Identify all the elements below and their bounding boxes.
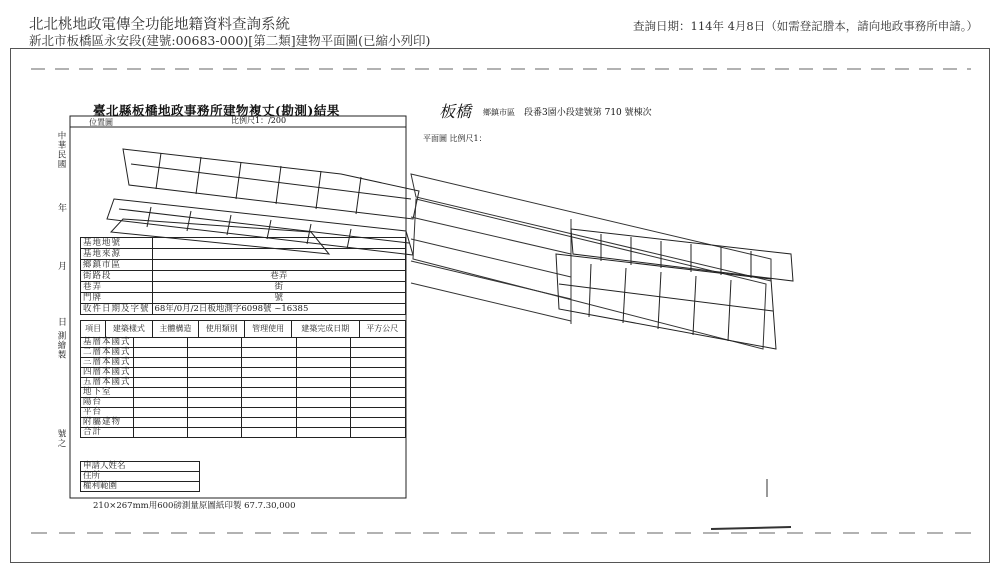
table-row [81, 472, 200, 482]
table-row [81, 358, 406, 368]
floor-column-headers [80, 320, 406, 338]
form-row [81, 293, 406, 304]
floor-area-table [80, 337, 406, 438]
form-row-label: 基地來源 [81, 249, 153, 260]
column-header: 主體構造 [152, 321, 198, 338]
floor-label: 合計 [81, 428, 134, 438]
table-row [81, 338, 406, 348]
applicant-label: 權利範圍 [81, 482, 200, 492]
district-label: 鄉鎮市區 [483, 108, 515, 117]
applicant-table [80, 461, 200, 492]
scan-marks [711, 479, 791, 529]
form-row [81, 271, 406, 282]
table-row [81, 368, 406, 378]
margin-label-roc: 中華民國 [56, 131, 66, 169]
column-header: 建築樣式 [106, 321, 152, 338]
floor-label: 平台 [81, 408, 134, 418]
query-date-note: 查詢日期：114年 4月8日（如需登記謄本，請向地政事務所申請。） [633, 19, 978, 33]
column-header: 建築完成日期 [291, 321, 359, 338]
margin-label-number: 號之 [56, 429, 66, 448]
form-row-value: 街 [152, 282, 405, 293]
margin-label-month: 月 [58, 262, 68, 272]
form-row-value: 號 [152, 293, 405, 304]
form-row-value [152, 249, 405, 260]
handwritten-place: 板橋 [439, 102, 472, 121]
table-row [81, 418, 406, 428]
floor-label: 五層本國式 [81, 378, 134, 388]
registration-form-table [80, 237, 406, 315]
table-row [81, 398, 406, 408]
table-row [81, 378, 406, 388]
form-row [81, 282, 406, 293]
column-header: 管理使用 [245, 321, 291, 338]
form-title: 臺北縣板橋地政事務所建物複丈(勘測)結果 [93, 103, 340, 118]
form-row [81, 304, 406, 315]
table-row [81, 462, 200, 472]
form-row-value: 68年/0月/2日板地測字6098號 ~16385 [152, 304, 405, 315]
form-row-label: 門牌 [81, 293, 153, 304]
floor-label: 二層本國式 [81, 348, 134, 358]
location-scale-label: 比例尺1：/200 [231, 116, 287, 125]
table-row [81, 408, 406, 418]
form-row-label: 收件日期及字號 [81, 304, 153, 315]
margin-label-day: 日 [58, 318, 68, 328]
column-header: 項目 [81, 321, 106, 338]
form-row-value: 巷弄 [152, 271, 405, 282]
table-row [81, 348, 406, 358]
floor-label: 地下室 [81, 388, 134, 398]
column-header: 使用類別 [199, 321, 245, 338]
page-header [0, 0, 1000, 48]
form-row [81, 249, 406, 260]
floor-label: 基層本國式 [81, 338, 134, 348]
form-row-value [152, 238, 405, 249]
form-row [81, 238, 406, 249]
margin-label-survey: 測繪製 [56, 331, 66, 360]
form-row-label: 街路段 [81, 271, 153, 282]
floor-plan-middle [411, 174, 771, 349]
document-subtitle: 新北市板橋區永安段(建號:00683-000)[第二類]建物平面圖(已縮小列印) [29, 33, 431, 48]
floor-label: 附屬建物 [81, 418, 134, 428]
column-header: 平方公尺 [359, 321, 405, 338]
form-row-value [152, 260, 405, 271]
form-row-label: 鄉鎮市區 [81, 260, 153, 271]
handwritten-address: 段番3園小段建號第 710 號棟次 [524, 108, 652, 118]
form-row-label: 基地地號 [81, 238, 153, 249]
floor-plan-right [556, 229, 793, 349]
location-map-label: 位置圖 [89, 118, 113, 127]
system-title: 北北桃地政電傳全功能地籍資料查詢系統 [29, 17, 290, 33]
form-row [81, 260, 406, 271]
form-row-label: 巷弄 [81, 282, 153, 293]
plan-scale-label: 平面圖 比例尺1： [423, 134, 487, 143]
applicant-label: 申請人姓名 [81, 462, 200, 472]
floor-label: 陽台 [81, 398, 134, 408]
floor-label: 四層本國式 [81, 368, 134, 378]
applicant-label: 住所 [81, 472, 200, 482]
floor-label: 三層本國式 [81, 358, 134, 368]
scanned-document [10, 48, 990, 563]
table-row [81, 482, 200, 492]
paper-print-note: 210×267mm用600磅測量原圖紙印製 67.7.30,000 [93, 501, 296, 511]
table-row [81, 388, 406, 398]
margin-label-year: 年 [58, 204, 68, 214]
table-row [81, 428, 406, 438]
